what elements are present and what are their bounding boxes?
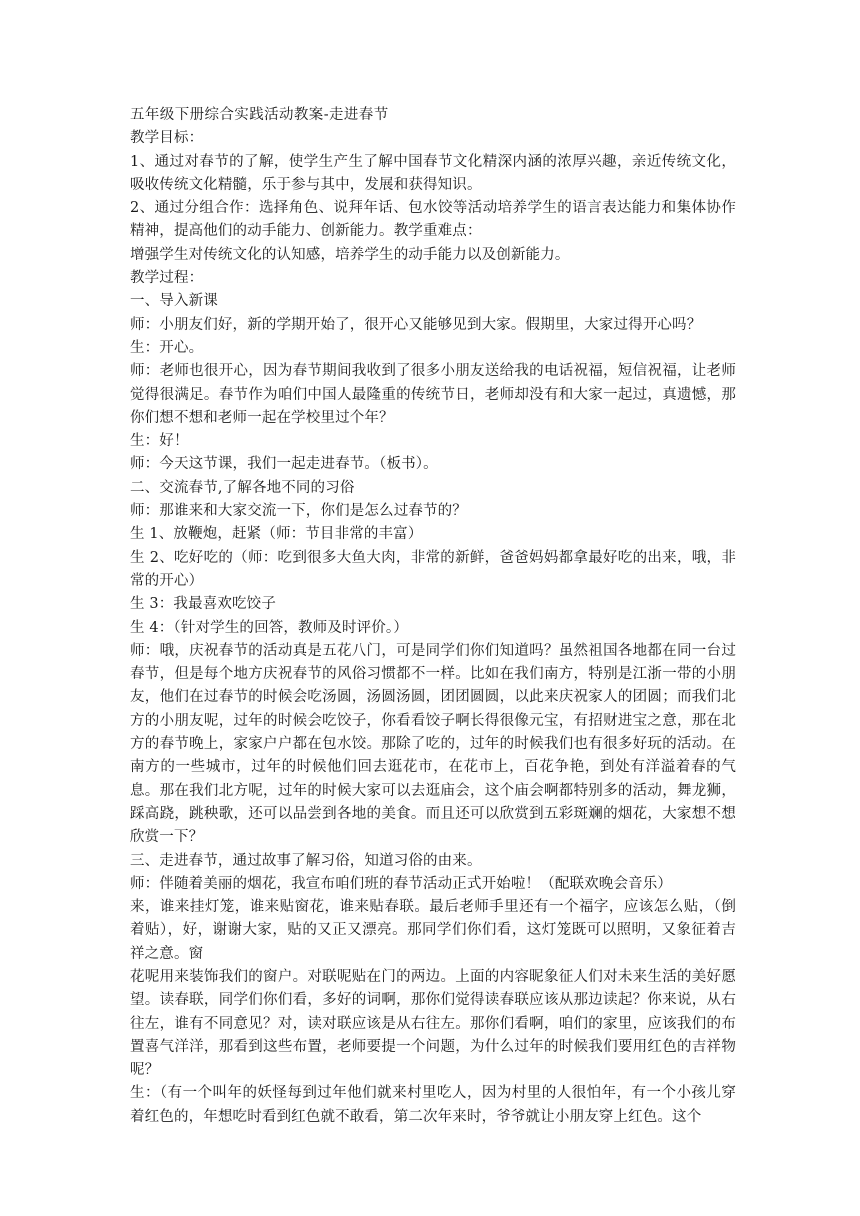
dialogue-line: 生 1、放鞭炮，赶紧（师：节目非常的丰富） — [130, 526, 423, 543]
dialogue-line: 生 4：（针对学生的回答，教师及时评价。） — [130, 619, 408, 636]
dialogue-line: 生 3：我最喜欢吃饺子 — [130, 596, 276, 613]
key-points: 增强学生对传统文化的认知感，培养学生的动手能力以及创新能力。 — [130, 246, 570, 263]
dialogue-line: 师：哦，庆祝春节的活动真是五花八门，可是同学们你们知道吗？虽然祖国各地都在同一台过春节，但是每个地方庆祝春节的风俗习惯都不一样。比如在我们南方，特别是江浙一带的小朋友，他们在过春节的时候会吃汤圆，汤圆汤圆，团团圆圆，以此来庆祝家人的团圆；而我们北方的小朋友呢，过年的时候会吃饺子，你看看饺子啊长得很像元宝，有招财进宝之意，那在北方的春节晚上，家家户户都在包水饺。那除了吃的，过年的时候我们也有很多好玩的活动。在南方的一些城市，过年的时候他们回去逛花市，在花市上，百花争艳，到处有洋溢着春的气息。那在我们北方呢，过年的时候大家可以去逛庙会，这个庙会啊都特别多的活动，舞龙狮，踩高跷，跳秧歌，还可以品尝到各地的美食。而且还可以欣赏到五彩斑斓的烟花，大家想不想欣赏一下？ — [130, 642, 736, 846]
dialogue-line: 师：那谁来和大家交流一下，你们是怎么过春节的？ — [130, 503, 467, 520]
document-page — [130, 104, 736, 1129]
section-2-heading: 二、交流春节,了解各地不同的习俗 — [130, 479, 355, 496]
dialogue-line: 生：好！ — [130, 433, 189, 450]
dialogue-line: 师：老师也很开心，因为春节期间我收到了很多小朋友送给我的电话祝福，短信祝福，让老师觉得很满足。春节作为咱们中国人最隆重的传统节日，老师却没有和大家一起过，真遗憾，那你们想不想和老师一起在学校里过个年？ — [130, 363, 736, 426]
dialogue-line: 生：开心。 — [130, 339, 204, 356]
dialogue-line: 师：今天这节课，我们一起走进春节。（板书）。 — [130, 456, 438, 473]
heading-teaching-goals: 教学目标： — [130, 130, 204, 147]
body-paragraph: 花呢用来装饰我们的窗户。对联呢贴在门的两边。上面的内容昵象征人们对未来生活的美好愿望。读春联，同学们你们看，多好的词啊，那你们觉得读春联应该从那边读起？你来说，从右往左，谁有不同意见？对，读对联应该是从右往左。那你们看啊，咱们的家里，应该我们的布置喜气洋洋，那看到这些布置，老师要提一个问题，为什么过年的时候我们要用红色的吉祥物呢？ — [130, 968, 736, 1079]
dialogue-line: 师：伴随着美丽的烟花，我宣布咱们班的春节活动正式开始啦！（配联欢晚会音乐） — [130, 875, 673, 892]
goal-1: 1、通过对春节的了解，使学生产生了解中国春节文化精深内涵的浓厚兴趣，亲近传统文化，吸收传统文化精髓，乐于参与其中，发展和获得知识。 — [130, 153, 736, 193]
dialogue-line: 生 2、吃好吃的（师：吃到很多大鱼大肉，非常的新鲜，爸爸妈妈都拿最好吃的出来，哦，非常的开心） — [130, 549, 736, 589]
body-paragraph: 来，谁来挂灯笼，谁来贴窗花，谁来贴春联。最后老师手里还有一个福字，应该怎么贴，（倒着贴），好，谢谢大家，贴的又正又漂亮。那同学们你们看，这灯笼既可以照明，又象征着吉祥之意。窗 — [130, 899, 736, 962]
goal-2: 2、通过分组合作：选择角色、说拜年话、包水饺等活动培养学生的语言表达能力和集体协作精神，提高他们的动手能力、创新能力。教学重难点： — [130, 200, 736, 240]
heading-teaching-process: 教学过程： — [130, 270, 204, 287]
document-title: 五年级下册综合实践活动教案-走进春节 — [130, 107, 389, 123]
dialogue-line: 师：小朋友们好，新的学期开始了，很开心又能够见到大家。假期里，大家过得开心吗？ — [130, 316, 702, 333]
section-1-heading: 一、导入新课 — [130, 293, 218, 310]
section-3-heading: 三、走进春节，通过故事了解习俗，知道习俗的由来。 — [130, 852, 482, 869]
dialogue-line: 生：（有一个叫年的妖怪每到过年他们就来村里吃人，因为村里的人很怕年，有一个小孩儿穿着红色的，年想吃时看到红色就不敢看，第二次年来时，爷爷就让小朋友穿上红色。这个 — [130, 1085, 736, 1125]
